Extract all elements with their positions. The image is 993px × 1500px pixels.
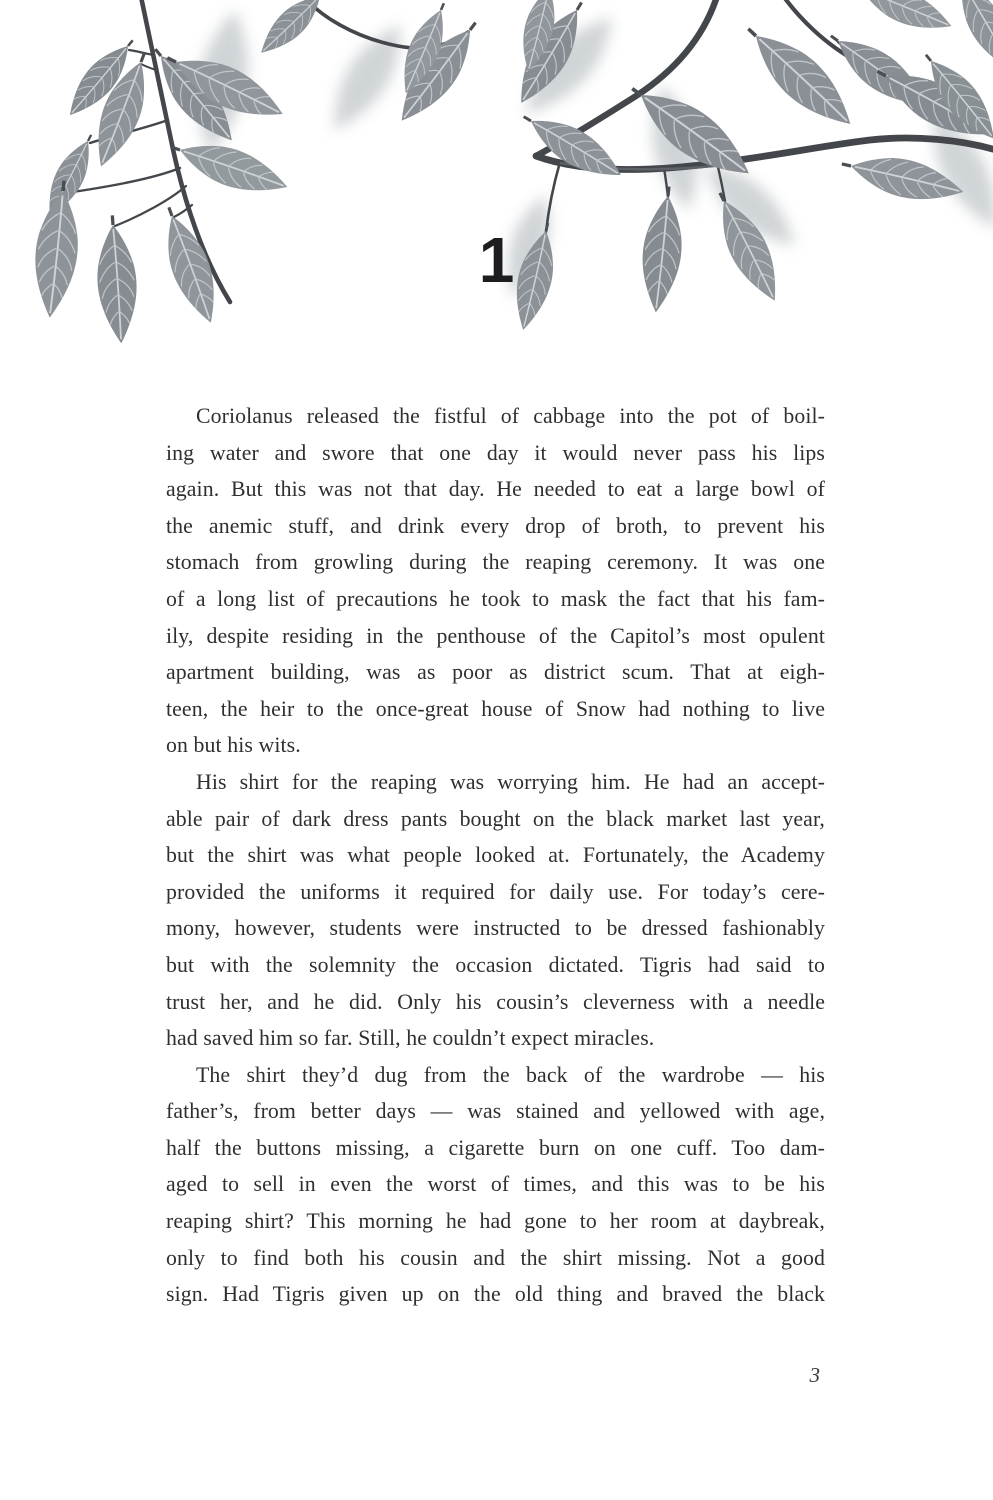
leaf-branch-illustration <box>0 0 993 360</box>
chapter-number: 1 <box>478 224 515 296</box>
text-line: ing water and swore that one day it would never pass his lips <box>166 440 825 465</box>
text-line: able pair of dark dress pants bought on the black market last year, <box>166 806 825 831</box>
text-line: again. But this was not that day. He needed to eat a large bowl of <box>166 477 825 502</box>
text-line: but with the solemnity the occasion dictated. Tigris had said to <box>166 952 825 977</box>
text-line: trust her, and he did. Only his cousin’s cleverness with a needle <box>166 989 825 1014</box>
text-line: teen, the heir to the once-great house of Snow had nothing to live <box>166 696 825 721</box>
text-line: of a long list of precautions he took to mask the fact that his fam- <box>166 586 825 611</box>
paragraph <box>166 1057 825 1313</box>
text-line: had saved him so far. Still, he couldn’t expect miracles. <box>166 1026 655 1051</box>
page-number: 3 <box>809 1363 820 1387</box>
text-line: aged to sell in even the worst of times, and this was to be his <box>166 1172 825 1197</box>
text-line: reaping shirt? This morning he had gone to her room at daybreak, <box>166 1209 825 1234</box>
text-line: sign. Had Tigris given up on the old thing and braved the black <box>166 1282 825 1307</box>
text-line: ily, despite residing in the penthouse of the Capitol’s most opulent <box>166 623 825 648</box>
text-line: father’s, from better days — was stained and yellowed with age, <box>166 1099 825 1124</box>
text-line: Coriolanus released the fistful of cabbage into the pot of boil- <box>196 404 825 428</box>
text-line: half the buttons missing, a cigarette burn on one cuff. Too dam- <box>166 1135 825 1160</box>
text-line: the anemic stuff, and drink every drop of broth, to prevent his <box>166 513 825 538</box>
text-line: apartment building, was as poor as district scum. That at eigh- <box>166 660 825 685</box>
text-line: His shirt for the reaping was worrying him. He had an accept- <box>196 769 825 794</box>
text-line: The shirt they’d dug from the back of the wardrobe — his <box>196 1062 825 1087</box>
text-line: but the shirt was what people looked at. Fortunately, the Academy <box>166 843 825 868</box>
text-line: stomach from growling during the reaping ceremony. It was one <box>166 550 825 575</box>
text-line: only to find both his cousin and the shirt missing. Not a good <box>166 1245 825 1270</box>
text-line: provided the uniforms it required for daily use. For today’s cere- <box>166 879 825 904</box>
paragraph <box>166 764 825 1057</box>
paragraph <box>166 398 825 764</box>
body-text <box>166 398 825 1313</box>
text-line: mony, however, students were instructed to be dressed fashionably <box>166 916 825 941</box>
text-line: on but his wits. <box>166 733 301 758</box>
